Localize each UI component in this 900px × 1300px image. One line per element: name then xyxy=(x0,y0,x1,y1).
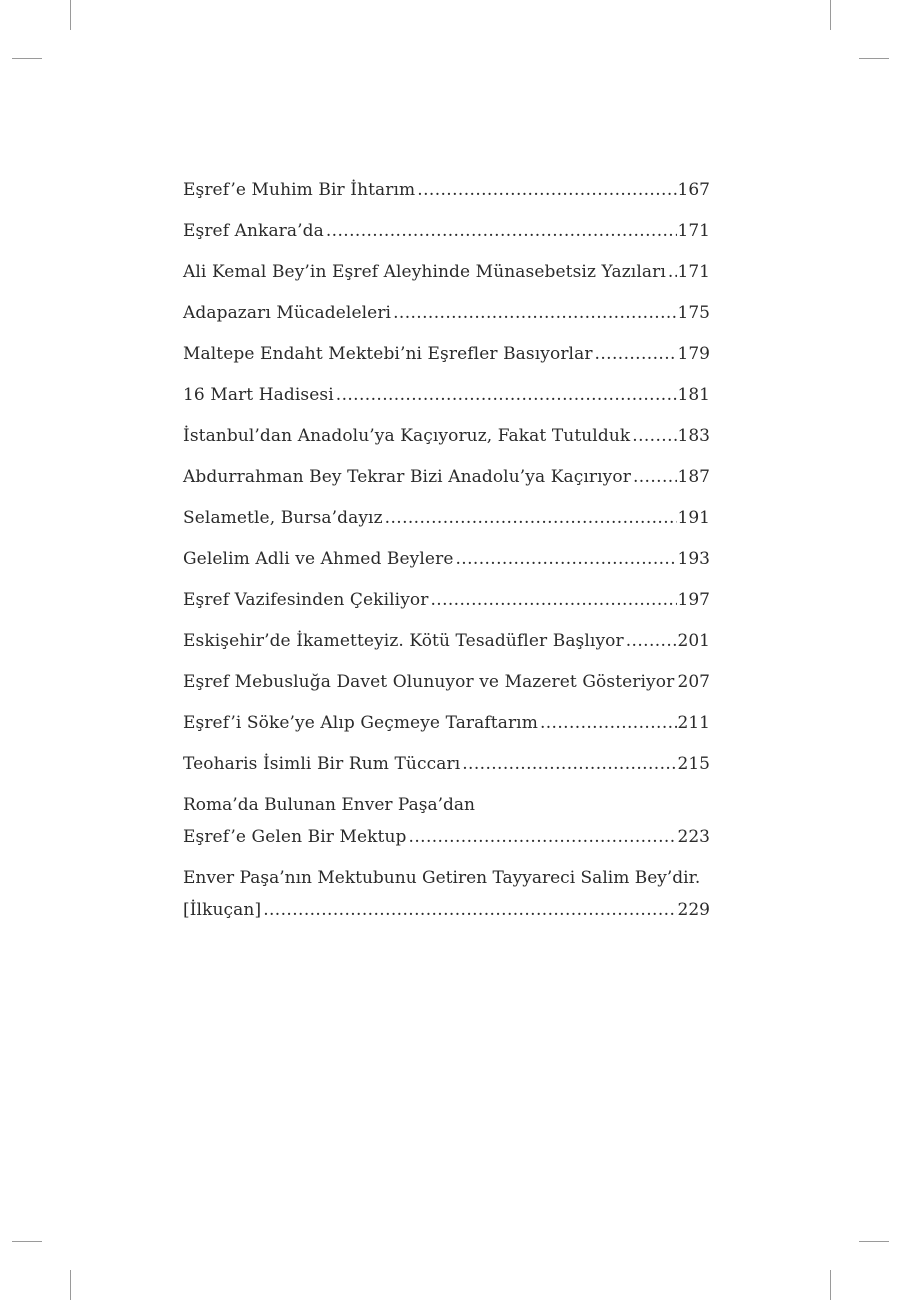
dot-leader xyxy=(462,748,676,780)
toc-entry-page: 211 xyxy=(677,713,710,733)
toc-entry[interactable] xyxy=(183,707,710,739)
table-of-contents xyxy=(183,174,710,935)
toc-entry-page: 201 xyxy=(677,631,710,651)
toc-entry[interactable] xyxy=(183,297,710,329)
toc-entry-title: Teoharis İsimli Bir Rum Tüccarı xyxy=(183,754,461,774)
toc-entry-title: Abdurrahman Bey Tekrar Bizi Anadolu’ya Kaçırıyor xyxy=(183,467,631,487)
crop-mark-bottom-right xyxy=(830,1270,831,1300)
toc-entry-title: İstanbul’dan Anadolu’ya Kaçıyoruz, Fakat Tutulduk xyxy=(183,426,631,446)
toc-entry-page: 175 xyxy=(677,303,710,323)
crop-mark-right-bottom xyxy=(859,1241,889,1242)
dot-leader xyxy=(633,461,677,493)
dot-leader xyxy=(626,625,677,657)
toc-entry-title: Eşref Ankara’da xyxy=(183,221,324,241)
toc-entry[interactable] xyxy=(183,502,710,534)
toc-entry[interactable] xyxy=(183,666,710,698)
toc-entry-title: Eşref’i Söke’ye Alıp Geçmeye Taraftarım xyxy=(183,713,538,733)
toc-entry-title: Eşref Mebusluğa Davet Olunuyor ve Mazeret Gösteriyor xyxy=(183,672,675,692)
crop-mark-right-top xyxy=(859,58,889,59)
toc-entry-page: 171 xyxy=(677,262,710,282)
toc-entry[interactable] xyxy=(183,584,710,616)
toc-entry-page: 171 xyxy=(677,221,710,241)
toc-entry-page: 193 xyxy=(677,549,710,569)
dot-leader xyxy=(430,584,676,616)
toc-entry[interactable] xyxy=(183,215,710,247)
toc-entry-page: 215 xyxy=(677,754,710,774)
dot-leader xyxy=(409,821,677,853)
toc-entry-page: 207 xyxy=(677,672,710,692)
toc-entry-title-line2: [İlkuçan] xyxy=(183,900,262,920)
toc-entry[interactable] xyxy=(183,256,710,288)
toc-entry-page: 183 xyxy=(677,426,710,446)
toc-entry-page: 179 xyxy=(677,344,710,364)
toc-entry-title: Selametle, Bursa’dayız xyxy=(183,508,383,528)
toc-entry-page: 191 xyxy=(677,508,710,528)
toc-entry-page: 197 xyxy=(677,590,710,610)
toc-entry-title: Eskişehir’de İkametteyiz. Kötü Tesadüfler Başlıyor xyxy=(183,631,624,651)
dot-leader xyxy=(326,215,677,247)
toc-entry-title: Eşref Vazifesinden Çekiliyor xyxy=(183,590,429,610)
crop-mark-bottom-left xyxy=(70,1270,71,1300)
toc-entry-page: 167 xyxy=(677,180,710,200)
crop-mark-top-right xyxy=(830,0,831,30)
dot-leader xyxy=(540,707,677,739)
toc-entry-page: 223 xyxy=(677,827,710,847)
toc-entry-title-line1: Roma’da Bulunan Enver Paşa’dan xyxy=(183,795,475,815)
toc-entry-title: 16 Mart Hadisesi xyxy=(183,385,334,405)
toc-entry-two-line[interactable] xyxy=(183,789,710,853)
dot-leader xyxy=(668,256,677,288)
toc-entry-title: Gelelim Adli ve Ahmed Beylere xyxy=(183,549,454,569)
dot-leader xyxy=(385,502,677,534)
toc-entry-page: 181 xyxy=(677,385,710,405)
dot-leader xyxy=(336,379,677,411)
dot-leader xyxy=(632,420,676,452)
toc-entry-title-line2: Eşref’e Gelen Bir Mektup xyxy=(183,827,407,847)
dot-leader xyxy=(455,543,676,575)
dot-leader xyxy=(393,297,676,329)
toc-entry-title: Eşref’e Muhim Bir İhtarım xyxy=(183,180,416,200)
toc-entry[interactable] xyxy=(183,420,710,452)
crop-mark-left-top xyxy=(12,58,42,59)
dot-leader xyxy=(417,174,676,206)
toc-entry[interactable] xyxy=(183,543,710,575)
dot-leader xyxy=(263,894,676,926)
toc-entry[interactable] xyxy=(183,174,710,206)
dot-leader xyxy=(595,338,677,370)
toc-entry-title-line1: Enver Paşa’nın Mektubunu Getiren Tayyareci Salim Bey’dir. xyxy=(183,868,701,888)
toc-entry-title: Ali Kemal Bey’in Eşref Aleyhinde Münasebetsiz Yazıları xyxy=(183,262,666,282)
crop-mark-top-left xyxy=(70,0,71,30)
toc-entry[interactable] xyxy=(183,461,710,493)
crop-mark-left-bottom xyxy=(12,1241,42,1242)
toc-entry-title: Maltepe Endaht Mektebi’ni Eşrefler Basıyorlar xyxy=(183,344,593,364)
toc-entry-title: Adapazarı Mücadeleleri xyxy=(183,303,392,323)
toc-entry-two-line[interactable] xyxy=(183,862,710,926)
toc-entry[interactable] xyxy=(183,338,710,370)
toc-entry[interactable] xyxy=(183,748,710,780)
toc-entry[interactable] xyxy=(183,379,710,411)
toc-entry-page: 229 xyxy=(677,900,710,920)
toc-entry[interactable] xyxy=(183,625,710,657)
toc-entry-page: 187 xyxy=(677,467,710,487)
